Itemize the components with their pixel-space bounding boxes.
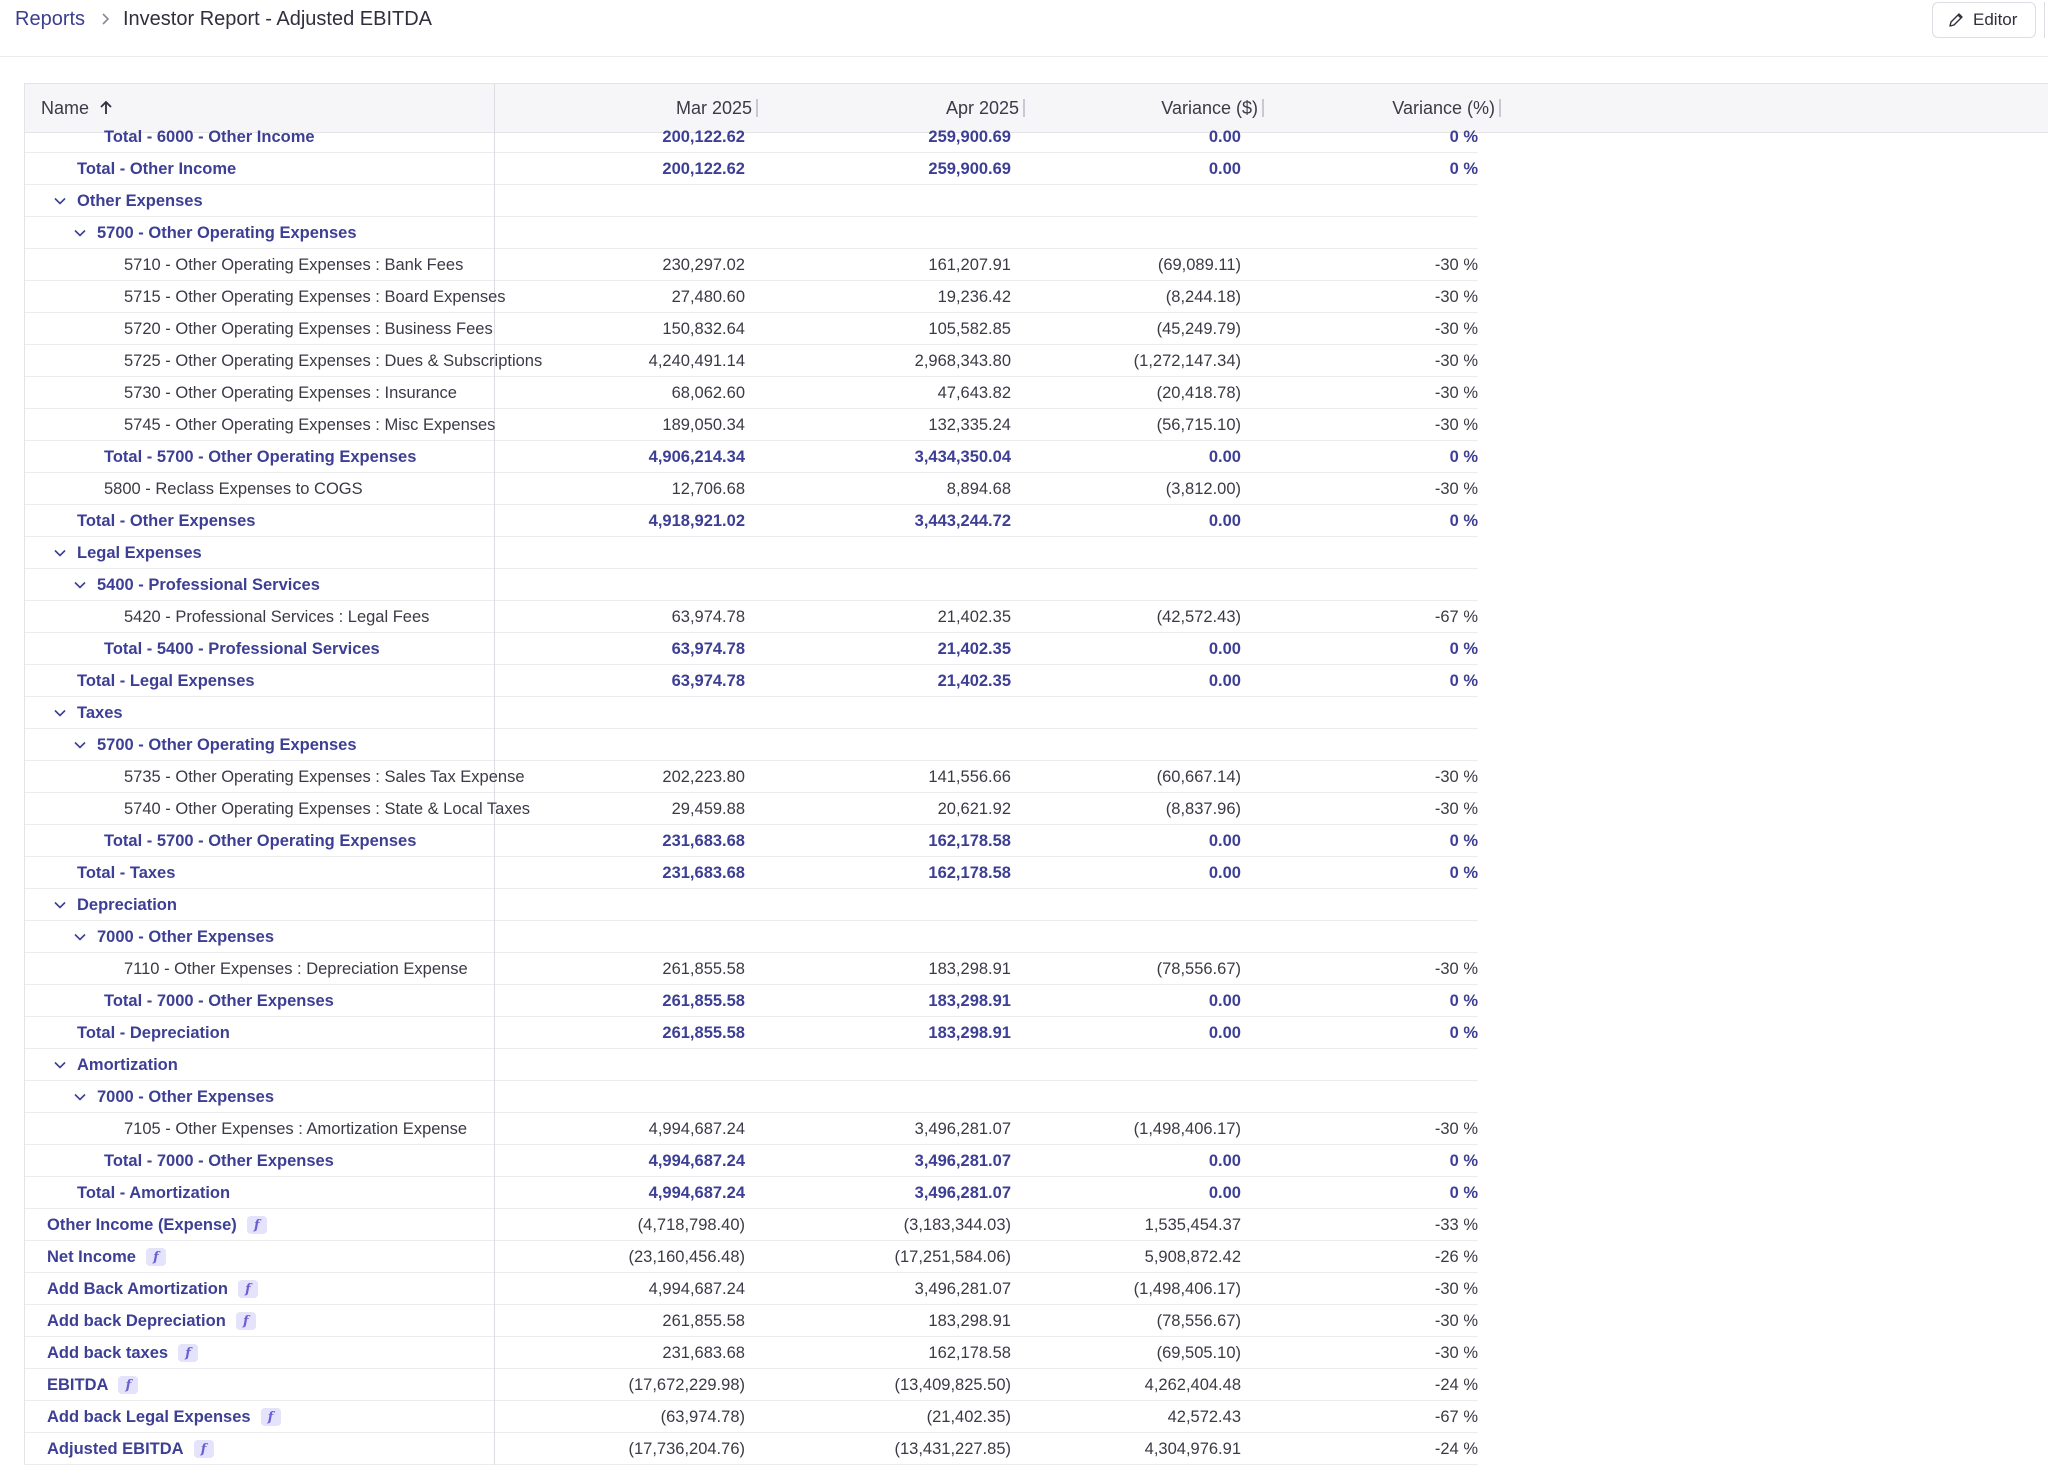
group-row[interactable]: [24, 1049, 1478, 1081]
apr-2025-cell: 8,894.68: [946, 479, 1011, 498]
report-grid: [24, 83, 2048, 1477]
variance-amount-cell: 1,535,454.37: [1144, 1215, 1241, 1234]
mar-2025-cell: 200,122.62: [662, 159, 745, 178]
variance-percent-cell: -30 %: [1434, 415, 1478, 434]
column-header-variance-amount-label: Variance ($): [1161, 97, 1258, 118]
row-name-cell: [24, 761, 525, 793]
row-label: Depreciation: [77, 895, 177, 914]
mar-2025-cell: (17,736,204.76): [628, 1439, 745, 1458]
apr-2025-cell: 162,178.58: [928, 1343, 1011, 1362]
variance-percent-cell: 0 %: [1449, 991, 1478, 1010]
formula-icon[interactable]: f: [178, 1344, 198, 1362]
row-name-cell: [24, 1049, 495, 1081]
row-label: Total - Other Expenses: [77, 511, 256, 530]
group-row[interactable]: [24, 921, 1478, 953]
row-name-cell: [24, 729, 495, 761]
chevron-down-icon[interactable]: [73, 226, 87, 240]
row-label: EBITDA: [47, 1375, 109, 1394]
apr-2025-cell: 21,402.35: [937, 607, 1011, 626]
variance-amount-cell: (45,249.79): [1156, 319, 1241, 338]
row-name-cell: [24, 985, 495, 1017]
row-label: 7000 - Other Expenses: [97, 927, 275, 946]
row-name-cell: [24, 217, 495, 249]
mar-2025-cell: 63,974.78: [671, 607, 745, 626]
variance-amount-cell: 5,908,872.42: [1144, 1247, 1241, 1266]
apr-2025-cell: (3,183,344.03): [903, 1215, 1011, 1234]
row-name-cell: [24, 1241, 495, 1273]
mar-2025-cell: 27,480.60: [671, 287, 745, 306]
variance-percent-cell: -24 %: [1434, 1375, 1478, 1394]
formula-icon[interactable]: f: [261, 1408, 281, 1426]
breadcrumb-reports-link[interactable]: Reports: [15, 8, 86, 30]
variance-amount-cell: 0.00: [1208, 991, 1241, 1010]
row-name-cell: [24, 1017, 495, 1049]
mar-2025-cell: 261,855.58: [662, 991, 745, 1010]
row-name-cell: [24, 281, 506, 313]
variance-percent-cell: -30 %: [1434, 319, 1478, 338]
row-label: Total - Amortization: [77, 1183, 231, 1202]
table-row[interactable]: [24, 281, 1478, 313]
group-row[interactable]: [24, 185, 1478, 217]
row-name-cell: [24, 1401, 495, 1433]
formula-row[interactable]: [24, 1241, 1478, 1273]
row-name-cell: [24, 345, 543, 377]
variance-percent-cell: 0 %: [1449, 447, 1478, 466]
total-row[interactable]: [24, 857, 1478, 889]
table-row[interactable]: [24, 409, 1478, 441]
group-row[interactable]: [24, 569, 1478, 601]
variance-percent-cell: -30 %: [1434, 1279, 1478, 1298]
apr-2025-cell: 259,900.69: [928, 159, 1011, 178]
formula-row[interactable]: [24, 1337, 1478, 1369]
group-row[interactable]: [24, 1081, 1478, 1113]
table-row[interactable]: [24, 345, 1478, 377]
variance-amount-cell: 42,572.43: [1167, 1407, 1241, 1426]
apr-2025-cell: 3,496,281.07: [914, 1119, 1011, 1138]
apr-2025-cell: (13,431,227.85): [894, 1439, 1011, 1458]
variance-amount-cell: (3,812.00): [1165, 479, 1241, 498]
row-name-cell: [24, 953, 495, 985]
variance-amount-cell: 0.00: [1208, 127, 1241, 146]
variance-amount-cell: (1,498,406.17): [1133, 1119, 1241, 1138]
row-name-cell: [24, 1209, 495, 1241]
editor-button[interactable]: [1932, 2, 2036, 38]
row-label: Total - 5700 - Other Operating Expenses: [104, 831, 417, 850]
row-name-cell: [24, 1081, 495, 1113]
formula-row[interactable]: [24, 1433, 1478, 1465]
column-header-name-label: Name: [41, 97, 90, 118]
sort-ascending-icon[interactable]: [99, 100, 113, 116]
row-name-cell: [24, 793, 531, 825]
variance-percent-cell: 0 %: [1449, 159, 1478, 178]
apr-2025-cell: 20,621.92: [937, 799, 1011, 818]
variance-amount-cell: (8,837.96): [1165, 799, 1241, 818]
variance-amount-cell: 0.00: [1208, 1183, 1241, 1202]
row-label: 7000 - Other Expenses: [97, 1087, 275, 1106]
row-name-cell: [24, 665, 495, 697]
row-label: Total - 5400 - Professional Services: [104, 639, 380, 658]
row-label: Total - 5700 - Other Operating Expenses: [104, 447, 417, 466]
variance-percent-cell: 0 %: [1449, 1183, 1478, 1202]
row-label: 5740 - Other Operating Expenses : State & Local Taxes: [124, 799, 531, 818]
total-row[interactable]: [24, 985, 1478, 1017]
variance-amount-cell: 0.00: [1208, 671, 1241, 690]
total-row[interactable]: [24, 1145, 1478, 1177]
mar-2025-cell: 189,050.34: [662, 415, 745, 434]
variance-percent-cell: -30 %: [1434, 255, 1478, 274]
formula-icon[interactable]: f: [247, 1216, 267, 1234]
variance-amount-cell: (78,556.67): [1156, 1311, 1241, 1330]
row-label: 5700 - Other Operating Expenses: [97, 735, 357, 754]
mar-2025-cell: 4,906,214.34: [648, 447, 745, 466]
variance-amount-cell: (1,272,147.34): [1133, 351, 1241, 370]
row-label: 5735 - Other Operating Expenses : Sales Tax Expense: [124, 767, 525, 786]
variance-percent-cell: -30 %: [1434, 479, 1478, 498]
table-row[interactable]: [24, 473, 1478, 505]
row-name-cell: [24, 1177, 495, 1209]
variance-percent-cell: -30 %: [1434, 1343, 1478, 1362]
top-bar: [0, 0, 2048, 57]
variance-percent-cell: 0 %: [1449, 127, 1478, 146]
variance-amount-cell: 0.00: [1208, 1151, 1241, 1170]
total-row[interactable]: [24, 633, 1478, 665]
table-row[interactable]: [24, 313, 1478, 345]
row-label: Add back taxes: [47, 1343, 169, 1362]
chevron-down-icon[interactable]: [53, 898, 67, 912]
chevron-down-icon[interactable]: [53, 546, 67, 560]
mar-2025-cell: 4,994,687.24: [648, 1183, 745, 1202]
row-name-cell: [24, 377, 495, 409]
column-header-mar-label: Mar 2025: [675, 97, 752, 118]
mar-2025-cell: 63,974.78: [671, 639, 745, 658]
row-label: Amortization: [77, 1055, 178, 1074]
row-name-cell: [24, 1369, 495, 1401]
formula-row[interactable]: [24, 1369, 1478, 1401]
pencil-icon: [1947, 11, 1965, 29]
variance-percent-cell: -30 %: [1434, 959, 1478, 978]
mar-2025-cell: 261,855.58: [662, 1311, 745, 1330]
row-name-cell: [24, 697, 495, 729]
row-label: Other Expenses: [77, 191, 203, 210]
apr-2025-cell: 2,968,343.80: [914, 351, 1011, 370]
apr-2025-cell: 132,335.24: [928, 415, 1011, 434]
row-label: Taxes: [77, 703, 123, 722]
variance-amount-cell: 0.00: [1208, 511, 1241, 530]
variance-amount-cell: 4,262,404.48: [1144, 1375, 1241, 1394]
total-row[interactable]: [24, 825, 1478, 857]
variance-percent-cell: -67 %: [1434, 1407, 1478, 1426]
variance-percent-cell: -30 %: [1434, 767, 1478, 786]
row-label: 7105 - Other Expenses : Amortization Expense: [124, 1119, 468, 1138]
mar-2025-cell: 231,683.68: [662, 831, 745, 850]
column-header-apr-label: Apr 2025: [945, 97, 1019, 118]
variance-amount-cell: (42,572.43): [1156, 607, 1241, 626]
total-row[interactable]: [24, 505, 1478, 537]
group-row[interactable]: [24, 697, 1478, 729]
row-name-cell: [24, 921, 495, 953]
row-name-cell: [24, 505, 495, 537]
variance-percent-cell: -24 %: [1434, 1439, 1478, 1458]
row-name-cell: [24, 121, 495, 153]
variance-percent-cell: -67 %: [1434, 607, 1478, 626]
variance-percent-cell: -30 %: [1434, 799, 1478, 818]
formula-icon[interactable]: f: [146, 1248, 166, 1266]
variance-percent-cell: 0 %: [1449, 511, 1478, 530]
mar-2025-cell: 4,994,687.24: [648, 1151, 745, 1170]
variance-amount-cell: 4,304,976.91: [1144, 1439, 1241, 1458]
row-label: 5730 - Other Operating Expenses : Insurance: [124, 383, 457, 402]
apr-2025-cell: 21,402.35: [937, 639, 1011, 658]
variance-amount-cell: (60,667.14): [1156, 767, 1241, 786]
mar-2025-cell: 261,855.58: [662, 1023, 745, 1042]
variance-percent-cell: -30 %: [1434, 351, 1478, 370]
formula-icon[interactable]: f: [238, 1280, 258, 1298]
row-name-cell: [24, 1337, 495, 1369]
variance-percent-cell: -26 %: [1434, 1247, 1478, 1266]
row-label: Add Back Amortization: [47, 1279, 228, 1298]
row-label: 5800 - Reclass Expenses to COGS: [104, 479, 363, 498]
mar-2025-cell: 12,706.68: [671, 479, 745, 498]
row-label: 5400 - Professional Services: [97, 575, 320, 594]
apr-2025-cell: 105,582.85: [928, 319, 1011, 338]
row-name-cell: [24, 633, 495, 665]
mar-2025-cell: 4,994,687.24: [648, 1119, 745, 1138]
page-title: Investor Report - Adjusted EBITDA: [123, 8, 433, 30]
row-name-cell: [24, 1113, 495, 1145]
variance-percent-cell: -33 %: [1434, 1215, 1478, 1234]
mar-2025-cell: 202,223.80: [662, 767, 745, 786]
row-label: 5745 - Other Operating Expenses : Misc Expenses: [124, 415, 496, 434]
variance-amount-cell: (8,244.18): [1165, 287, 1241, 306]
column-resize-handle[interactable]: [1499, 99, 1501, 117]
row-label: Total - Depreciation: [77, 1023, 230, 1042]
apr-2025-cell: 21,402.35: [937, 671, 1011, 690]
variance-amount-cell: 0.00: [1208, 831, 1241, 850]
row-label: Other Income (Expense): [47, 1215, 237, 1234]
apr-2025-cell: 3,496,281.07: [914, 1279, 1011, 1298]
row-label: Add back Depreciation: [47, 1311, 226, 1330]
apr-2025-cell: 19,236.42: [937, 287, 1011, 306]
total-row[interactable]: [24, 121, 1478, 153]
chevron-down-icon[interactable]: [53, 194, 67, 208]
chevron-right-icon: [96, 8, 116, 30]
total-row[interactable]: [24, 1177, 1478, 1209]
row-name-cell: [24, 441, 495, 473]
mar-2025-cell: 230,297.02: [662, 255, 745, 274]
formula-icon[interactable]: f: [194, 1440, 214, 1458]
chevron-down-icon[interactable]: [73, 930, 87, 944]
row-name-cell: [24, 409, 495, 441]
mar-2025-cell: 29,459.88: [671, 799, 745, 818]
variance-amount-cell: (20,418.78): [1156, 383, 1241, 402]
row-name-cell: [24, 1305, 495, 1337]
variance-amount-cell: (78,556.67): [1156, 959, 1241, 978]
apr-2025-cell: 3,443,244.72: [914, 511, 1011, 530]
mar-2025-cell: (17,672,229.98): [628, 1375, 745, 1394]
variance-amount-cell: 0.00: [1208, 1023, 1241, 1042]
variance-percent-cell: 0 %: [1449, 1023, 1478, 1042]
variance-percent-cell: 0 %: [1449, 639, 1478, 658]
apr-2025-cell: (17,251,584.06): [894, 1247, 1011, 1266]
row-name-cell: [24, 153, 495, 185]
chevron-down-icon[interactable]: [73, 738, 87, 752]
mar-2025-cell: 231,683.68: [662, 1343, 745, 1362]
variance-percent-cell: 0 %: [1449, 863, 1478, 882]
apr-2025-cell: 183,298.91: [928, 1311, 1011, 1330]
row-name-cell: [24, 857, 495, 889]
variance-percent-cell: -30 %: [1434, 1119, 1478, 1138]
variance-amount-cell: (1,498,406.17): [1133, 1279, 1241, 1298]
mar-2025-cell: 200,122.62: [662, 127, 745, 146]
row-label: Total - 6000 - Other Income: [104, 127, 315, 146]
formula-row[interactable]: [24, 1273, 1478, 1305]
table-row[interactable]: [24, 601, 1478, 633]
row-name-cell: [24, 889, 495, 921]
formula-row[interactable]: [24, 1305, 1478, 1337]
table-row[interactable]: [24, 377, 1478, 409]
apr-2025-cell: (13,409,825.50): [894, 1375, 1011, 1394]
formula-icon[interactable]: f: [236, 1312, 256, 1330]
variance-percent-cell: -30 %: [1434, 383, 1478, 402]
row-name-cell: [24, 825, 495, 857]
apr-2025-cell: 183,298.91: [928, 991, 1011, 1010]
total-row[interactable]: [24, 153, 1478, 185]
mar-2025-cell: 4,918,921.02: [648, 511, 745, 530]
mar-2025-cell: 68,062.60: [671, 383, 745, 402]
group-row[interactable]: [24, 537, 1478, 569]
table-row[interactable]: [24, 793, 1478, 825]
variance-amount-cell: 0.00: [1208, 639, 1241, 658]
row-name-cell: [24, 313, 495, 345]
mar-2025-cell: 4,994,687.24: [648, 1279, 745, 1298]
row-name-cell: [24, 249, 495, 281]
variance-amount-cell: 0.00: [1208, 447, 1241, 466]
variance-amount-cell: (69,089.11): [1157, 255, 1241, 274]
variance-percent-cell: 0 %: [1449, 671, 1478, 690]
grid-body: [24, 127, 1478, 1477]
group-row[interactable]: [24, 889, 1478, 921]
row-name-cell: [24, 1273, 495, 1305]
mar-2025-cell: 231,683.68: [662, 863, 745, 882]
variance-percent-cell: -30 %: [1434, 287, 1478, 306]
row-label: 5725 - Other Operating Expenses : Dues & Subscriptions: [124, 351, 543, 370]
mar-2025-cell: 63,974.78: [671, 671, 745, 690]
apr-2025-cell: 259,900.69: [928, 127, 1011, 146]
apr-2025-cell: 162,178.58: [928, 863, 1011, 882]
row-label: 5720 - Other Operating Expenses : Business Fees: [124, 319, 493, 338]
row-label: Total - 7000 - Other Expenses: [104, 991, 334, 1010]
editor-button-label: Editor: [1973, 10, 2018, 29]
row-label: Total - Taxes: [77, 863, 176, 882]
row-label: 5700 - Other Operating Expenses: [97, 223, 357, 242]
apr-2025-cell: 183,298.91: [928, 1023, 1011, 1042]
row-label: Legal Expenses: [77, 543, 202, 562]
variance-percent-cell: 0 %: [1449, 831, 1478, 850]
group-row[interactable]: [24, 729, 1478, 761]
apr-2025-cell: 161,207.91: [928, 255, 1011, 274]
apr-2025-cell: 3,496,281.07: [914, 1183, 1011, 1202]
apr-2025-cell: 3,434,350.04: [914, 447, 1011, 466]
apr-2025-cell: 141,556.66: [928, 767, 1011, 786]
row-label: 5420 - Professional Services : Legal Fees: [124, 607, 430, 626]
mar-2025-cell: 261,855.58: [662, 959, 745, 978]
mar-2025-cell: (4,718,798.40): [637, 1215, 745, 1234]
variance-amount-cell: 0.00: [1208, 159, 1241, 178]
row-name-cell: [24, 537, 495, 569]
row-name-cell: [24, 473, 495, 505]
variance-amount-cell: (69,505.10): [1156, 1343, 1241, 1362]
total-row[interactable]: [24, 665, 1478, 697]
chevron-down-icon[interactable]: [73, 1090, 87, 1104]
row-label: Add back Legal Expenses: [47, 1407, 251, 1426]
mar-2025-cell: (63,974.78): [660, 1407, 745, 1426]
group-row[interactable]: [24, 217, 1478, 249]
variance-percent-cell: 0 %: [1449, 1151, 1478, 1170]
row-label: Net Income: [47, 1247, 136, 1266]
mar-2025-cell: 150,832.64: [662, 319, 745, 338]
apr-2025-cell: 162,178.58: [928, 831, 1011, 850]
chevron-down-icon[interactable]: [53, 1058, 67, 1072]
apr-2025-cell: (21,402.35): [926, 1407, 1011, 1426]
row-label: 7110 - Other Expenses : Depreciation Expense: [124, 959, 468, 978]
row-label: Total - Other Income: [77, 159, 237, 178]
table-row[interactable]: [24, 761, 1478, 793]
row-name-cell: [24, 1145, 495, 1177]
row-name-cell: [24, 1433, 495, 1465]
apr-2025-cell: 183,298.91: [928, 959, 1011, 978]
chevron-down-icon[interactable]: [73, 578, 87, 592]
row-name-cell: [24, 569, 495, 601]
variance-percent-cell: -30 %: [1434, 1311, 1478, 1330]
toolbar-edge: [2044, 2, 2048, 38]
row-name-cell: [24, 601, 495, 633]
total-row[interactable]: [24, 441, 1478, 473]
chevron-down-icon[interactable]: [53, 706, 67, 720]
formula-icon[interactable]: f: [118, 1376, 138, 1394]
table-row[interactable]: [24, 953, 1478, 985]
mar-2025-cell: 4,240,491.14: [648, 351, 745, 370]
row-label: Total - Legal Expenses: [77, 671, 255, 690]
row-label: Total - 7000 - Other Expenses: [104, 1151, 334, 1170]
apr-2025-cell: 47,643.82: [937, 383, 1011, 402]
variance-amount-cell: 0.00: [1208, 863, 1241, 882]
table-row[interactable]: [24, 1113, 1478, 1145]
row-label: 5715 - Other Operating Expenses : Board Expenses: [124, 287, 506, 306]
column-header-variance-percent-label: Variance (%): [1392, 97, 1495, 118]
row-label: 5710 - Other Operating Expenses : Bank Fees: [124, 255, 464, 274]
table-row[interactable]: [24, 249, 1478, 281]
total-row[interactable]: [24, 1017, 1478, 1049]
row-name-cell: [24, 185, 495, 217]
formula-row[interactable]: [24, 1209, 1478, 1241]
variance-amount-cell: (56,715.10): [1156, 415, 1241, 434]
formula-row[interactable]: [24, 1401, 1478, 1433]
mar-2025-cell: (23,160,456.48): [628, 1247, 745, 1266]
row-label: Adjusted EBITDA: [47, 1439, 184, 1458]
apr-2025-cell: 3,496,281.07: [914, 1151, 1011, 1170]
